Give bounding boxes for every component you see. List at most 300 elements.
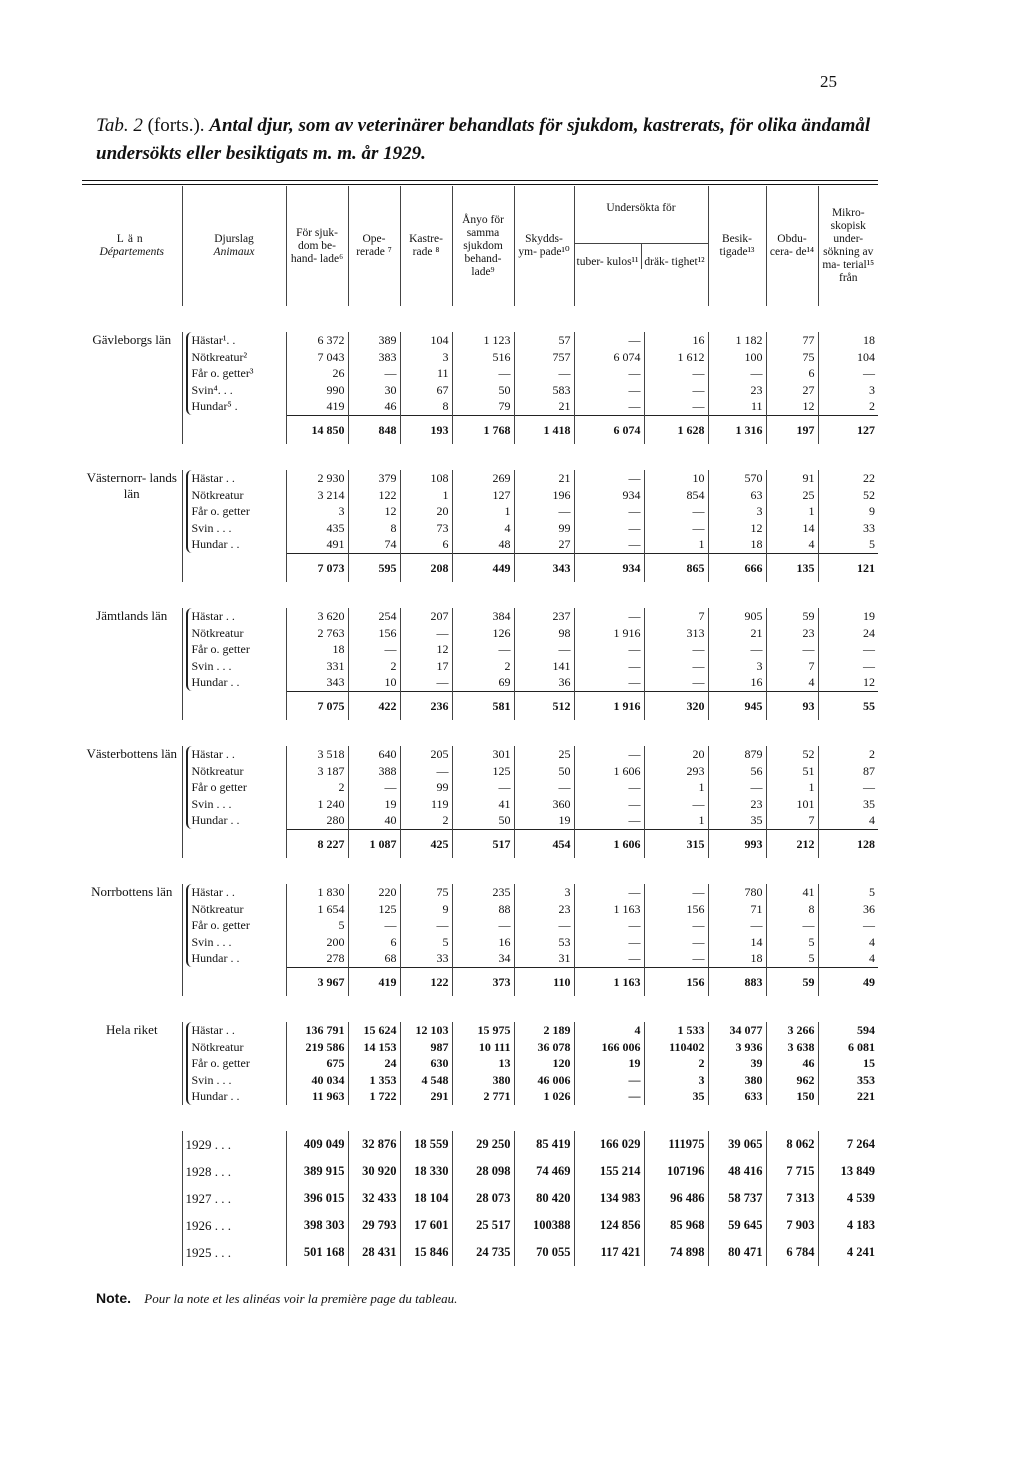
value-cell: 100 xyxy=(744,349,763,364)
value-cell: 6 081 xyxy=(848,1039,875,1054)
value-cell: 990 xyxy=(326,382,345,397)
header-lan-label: Län xyxy=(116,233,147,245)
spacer-row xyxy=(82,720,878,746)
animal-brace xyxy=(186,608,283,691)
year-row xyxy=(82,1185,878,1212)
value-cell: 200 xyxy=(326,934,345,949)
animal-label: Får o. getter³ xyxy=(191,366,254,380)
value-column xyxy=(766,884,818,967)
value-cell: — xyxy=(692,934,705,949)
value-cell: — xyxy=(692,520,705,535)
value-cell: — xyxy=(436,763,449,778)
value-cell: 33 xyxy=(436,951,449,965)
table-body xyxy=(82,306,878,1266)
value-column xyxy=(818,470,878,553)
value-cell: 4 xyxy=(869,813,875,827)
total-cell: 865 xyxy=(644,553,708,582)
value-column xyxy=(766,1022,818,1105)
value-cell: — xyxy=(692,675,705,689)
value-cell: — xyxy=(628,642,641,656)
value-cell: — xyxy=(628,918,641,932)
value-cell: 343 xyxy=(326,675,345,689)
total-cell: 517 xyxy=(452,829,514,858)
value-cell: 35 xyxy=(692,1089,705,1103)
total-cell: 208 xyxy=(400,553,452,582)
value-column xyxy=(452,884,514,967)
value-cell: 269 xyxy=(492,471,511,485)
value-cell: 150 xyxy=(796,1089,815,1103)
value-cell: 3 214 xyxy=(317,487,345,502)
year-value: 29 793 xyxy=(348,1212,400,1239)
animal-list xyxy=(182,332,286,415)
value-cell: 75 xyxy=(802,349,815,364)
value-cell: 3 xyxy=(442,349,449,364)
value-column xyxy=(574,332,644,415)
spacer-cell xyxy=(82,1105,878,1131)
animal-label: Nötkreatur xyxy=(191,625,244,640)
header-lan-fr: Départements xyxy=(99,246,164,258)
value-column xyxy=(708,746,766,829)
value-cell: 1 612 xyxy=(677,349,705,364)
total-cell: 128 xyxy=(818,829,878,858)
value-cell: 905 xyxy=(744,609,763,623)
value-cell: 3 xyxy=(564,885,571,899)
value-cell: — xyxy=(628,796,641,811)
value-column xyxy=(644,1022,708,1105)
total-cell: 1 163 xyxy=(574,967,644,996)
header-mikroskopisk: Mikro- skopisk under- sökning av ma- terial¹⁵ från xyxy=(818,186,878,306)
year-spacer xyxy=(82,1158,182,1185)
value-cell: 11 963 xyxy=(312,1089,345,1103)
total-spacer xyxy=(182,691,286,720)
year-spacer xyxy=(82,1185,182,1212)
value-cell: 52 xyxy=(863,487,875,502)
value-cell: 46 006 xyxy=(537,1072,571,1087)
value-cell: 7 043 xyxy=(317,349,345,364)
total-row xyxy=(82,415,878,444)
value-cell: 1 606 xyxy=(613,763,641,778)
year-value: 25 517 xyxy=(452,1212,514,1239)
animal-brace xyxy=(186,1022,283,1105)
animal-label: Hästar¹. . xyxy=(191,333,236,347)
value-cell: 2 930 xyxy=(317,471,345,485)
value-column xyxy=(574,746,644,829)
year-value: 111975 xyxy=(644,1131,708,1158)
year-value: 4 241 xyxy=(818,1239,878,1266)
header-sjukdom: För sjuk- dom be- hand- lade⁶ xyxy=(286,186,348,306)
value-cell: 1 xyxy=(442,487,449,502)
value-cell: 20 xyxy=(692,747,705,761)
year-value: 4 539 xyxy=(818,1185,878,1212)
value-cell: 75 xyxy=(436,885,449,899)
value-cell: — xyxy=(628,609,641,623)
value-cell: 196 xyxy=(552,487,571,502)
value-cell: 221 xyxy=(857,1089,875,1103)
value-column xyxy=(400,608,452,691)
value-cell: 13 xyxy=(498,1056,511,1070)
value-cell: 10 xyxy=(384,675,397,689)
value-cell: 98 xyxy=(558,625,571,640)
total-row xyxy=(82,691,878,720)
total-spacer xyxy=(82,553,182,582)
year-value: 124 856 xyxy=(574,1212,644,1239)
animal-label: Hästar . . xyxy=(191,471,235,485)
value-cell: 207 xyxy=(430,609,449,623)
value-cell: 41 xyxy=(498,796,511,811)
value-cell: 220 xyxy=(378,885,397,899)
spacer-cell xyxy=(82,720,878,746)
note-label: Note. xyxy=(96,1290,131,1306)
value-cell: 4 xyxy=(808,537,815,551)
header-djurslag-label: Djurslag xyxy=(214,233,254,245)
total-cell: 454 xyxy=(514,829,574,858)
value-cell: 11 xyxy=(750,399,763,413)
value-cell: 583 xyxy=(552,382,571,397)
year-value: 8 062 xyxy=(766,1131,818,1158)
value-cell: 3 638 xyxy=(787,1039,815,1054)
value-cell: 10 xyxy=(692,471,705,485)
year-value: 100388 xyxy=(514,1212,574,1239)
value-cell: 4 xyxy=(869,934,875,949)
total-cell: 993 xyxy=(708,829,766,858)
value-cell: 16 xyxy=(750,675,763,689)
value-cell: 293 xyxy=(686,763,705,778)
total-cell: 59 xyxy=(766,967,818,996)
value-cell: 4 xyxy=(634,1023,641,1037)
value-cell: 1 xyxy=(808,504,815,518)
year-value: 32 433 xyxy=(348,1185,400,1212)
value-cell: 57 xyxy=(558,333,571,347)
value-cell: 69 xyxy=(498,675,511,689)
total-cell: 512 xyxy=(514,691,574,720)
value-column xyxy=(400,746,452,829)
value-cell: 77 xyxy=(802,333,815,347)
value-column xyxy=(452,332,514,415)
value-cell: 6 074 xyxy=(613,349,641,364)
animal-label: Hundar . . xyxy=(191,951,240,965)
total-cell: 236 xyxy=(400,691,452,720)
value-cell: 16 xyxy=(498,934,511,949)
value-cell: 331 xyxy=(326,658,345,673)
value-cell: 780 xyxy=(744,885,763,899)
animal-label: Nötkreatur xyxy=(191,1039,244,1054)
value-cell: 25 xyxy=(558,747,571,761)
table-caption: Antal djur, som av veterinärer behandlats för sjukdom, kastrerats, för olika ändamål undersökts eller besiktigats m. m. år 1929. xyxy=(96,115,871,164)
value-cell: 3 xyxy=(756,658,763,673)
total-cell: 419 xyxy=(348,967,400,996)
value-cell: 987 xyxy=(430,1039,449,1054)
table-title xyxy=(96,112,896,168)
value-cell: 1 xyxy=(504,504,511,518)
total-spacer xyxy=(82,967,182,996)
value-cell: 2 xyxy=(390,658,397,673)
value-cell: 35 xyxy=(750,813,763,827)
value-cell: 12 xyxy=(384,504,397,518)
value-cell: — xyxy=(628,934,641,949)
value-cell: 3 xyxy=(698,1072,705,1087)
value-cell: 122 xyxy=(378,487,397,502)
statistics-table xyxy=(82,186,878,1266)
value-cell: 237 xyxy=(552,609,571,623)
spacer-row xyxy=(82,996,878,1022)
year-value: 32 876 xyxy=(348,1131,400,1158)
region-name: Gävleborgs län xyxy=(92,332,172,347)
value-cell: 2 xyxy=(338,780,345,794)
animal-label: Hundar . . xyxy=(191,537,240,551)
header-anyo: Ånyo för samma sjukdom behand- lade⁹ xyxy=(452,186,514,306)
year-value: 15 846 xyxy=(400,1239,452,1266)
year-value: 18 104 xyxy=(400,1185,452,1212)
value-cell: 19 xyxy=(384,796,397,811)
value-cell: 24 xyxy=(384,1056,397,1070)
value-cell: 20 xyxy=(436,504,449,518)
value-column xyxy=(708,470,766,553)
value-cell: 360 xyxy=(552,796,571,811)
region-row xyxy=(82,608,878,691)
value-cell: 15 xyxy=(863,1056,875,1070)
total-cell: 8 227 xyxy=(286,829,348,858)
year-value: 29 250 xyxy=(452,1131,514,1158)
year-row xyxy=(82,1239,878,1266)
total-cell: 595 xyxy=(348,553,400,582)
value-cell: — xyxy=(628,537,641,551)
value-cell: 141 xyxy=(552,658,571,673)
total-cell: 373 xyxy=(452,967,514,996)
value-cell: 8 xyxy=(808,901,815,916)
value-column xyxy=(400,884,452,967)
value-cell: 570 xyxy=(744,471,763,485)
region-name: Jämtlands län xyxy=(96,608,168,623)
value-cell: 36 078 xyxy=(537,1039,571,1054)
value-cell: 757 xyxy=(552,349,571,364)
animal-label: Hundar . . xyxy=(191,813,240,827)
value-cell: 110402 xyxy=(669,1039,705,1054)
value-cell: — xyxy=(628,1072,641,1087)
value-cell: — xyxy=(692,658,705,673)
value-cell: — xyxy=(750,780,763,794)
value-cell: 11 xyxy=(436,366,449,380)
total-cell: 848 xyxy=(348,415,400,444)
year-label: 1929 . . . xyxy=(182,1131,286,1158)
value-cell: 383 xyxy=(378,349,397,364)
value-column xyxy=(574,470,644,553)
animal-label: Svin . . . xyxy=(191,1072,232,1087)
value-cell: — xyxy=(692,366,705,380)
value-cell: 516 xyxy=(492,349,511,364)
total-spacer xyxy=(82,829,182,858)
header-lan xyxy=(82,186,182,306)
header-skyddsympade: Skydds- ym- pade¹⁰ xyxy=(514,186,574,306)
value-cell: 1 916 xyxy=(613,625,641,640)
value-cell: — xyxy=(628,1089,641,1103)
animal-label: Hästar . . xyxy=(191,1023,235,1037)
value-cell: 24 xyxy=(863,625,875,640)
value-cell: 1 722 xyxy=(369,1089,397,1103)
value-column xyxy=(644,884,708,967)
value-cell: 1 123 xyxy=(483,333,511,347)
total-cell: 135 xyxy=(766,553,818,582)
year-value: 155 214 xyxy=(574,1158,644,1185)
value-cell: — xyxy=(692,504,705,518)
total-cell: 1 087 xyxy=(348,829,400,858)
total-cell: 320 xyxy=(644,691,708,720)
value-cell: 23 xyxy=(750,796,763,811)
value-cell: 2 189 xyxy=(543,1023,571,1037)
header-kastrerade: Kastre- rade ⁸ xyxy=(400,186,452,306)
value-cell: 156 xyxy=(378,625,397,640)
value-cell: 8 xyxy=(390,520,397,535)
value-column xyxy=(818,608,878,691)
value-cell: 14 153 xyxy=(363,1039,397,1054)
value-cell: 30 xyxy=(384,382,397,397)
total-cell: 934 xyxy=(574,553,644,582)
value-cell: — xyxy=(750,366,763,380)
value-cell: 2 xyxy=(869,399,875,413)
value-cell: 12 xyxy=(436,642,449,656)
year-value: 134 983 xyxy=(574,1185,644,1212)
value-cell: 34 077 xyxy=(729,1023,763,1037)
value-cell: 41 xyxy=(802,885,815,899)
total-spacer xyxy=(182,967,286,996)
value-cell: 36 xyxy=(558,675,571,689)
value-cell: 5 xyxy=(338,918,345,932)
value-column xyxy=(514,884,574,967)
value-cell: 15 975 xyxy=(477,1023,511,1037)
spacer-row xyxy=(82,858,878,884)
total-row xyxy=(82,553,878,582)
header-tuberkulos: tuber- kulos¹¹ xyxy=(576,256,639,268)
header-undersokta-label: Undersökta för xyxy=(575,186,708,244)
value-cell: 46 xyxy=(384,399,397,413)
value-cell: 388 xyxy=(378,763,397,778)
spacer-row xyxy=(82,582,878,608)
year-value: 409 049 xyxy=(286,1131,348,1158)
value-cell: 50 xyxy=(498,813,511,827)
value-column xyxy=(766,332,818,415)
value-cell: 879 xyxy=(744,747,763,761)
total-cell: 1 316 xyxy=(708,415,766,444)
value-cell: 291 xyxy=(430,1089,449,1103)
year-spacer xyxy=(82,1212,182,1239)
value-column xyxy=(400,332,452,415)
value-cell: 5 xyxy=(869,885,875,899)
animal-label: Svin . . . xyxy=(191,796,232,811)
animal-label: Nötkreatur xyxy=(191,763,244,778)
value-cell: 5 xyxy=(869,537,875,551)
total-cell: 1 916 xyxy=(574,691,644,720)
year-value: 7 903 xyxy=(766,1212,818,1239)
value-cell: 21 xyxy=(558,471,571,485)
value-cell: 12 103 xyxy=(415,1023,449,1037)
year-value: 166 029 xyxy=(574,1131,644,1158)
value-cell: 3 936 xyxy=(735,1039,763,1054)
total-cell: 945 xyxy=(708,691,766,720)
value-cell: — xyxy=(692,399,705,413)
region-row xyxy=(82,332,878,415)
region-row xyxy=(82,746,878,829)
value-cell: 52 xyxy=(802,747,815,761)
value-cell: 56 xyxy=(750,763,763,778)
value-column xyxy=(452,746,514,829)
value-cell: — xyxy=(498,780,511,794)
animal-label: Nötkreatur² xyxy=(191,349,248,364)
value-cell: 491 xyxy=(326,537,345,551)
value-cell: 278 xyxy=(326,951,345,965)
value-column xyxy=(766,608,818,691)
value-cell: 301 xyxy=(492,747,511,761)
spacer-cell xyxy=(82,444,878,470)
value-cell: 2 xyxy=(698,1056,705,1070)
year-value: 80 420 xyxy=(514,1185,574,1212)
value-cell: — xyxy=(692,382,705,397)
total-cell: 425 xyxy=(400,829,452,858)
value-cell: 22 xyxy=(863,471,875,485)
value-cell: 280 xyxy=(326,813,345,827)
header-djurslag-fr: Animaux xyxy=(213,246,255,258)
value-cell: 74 xyxy=(384,537,397,551)
top-rule-2 xyxy=(82,184,878,185)
total-cell: 1 418 xyxy=(514,415,574,444)
year-value: 17 601 xyxy=(400,1212,452,1239)
value-column xyxy=(348,332,400,415)
year-label: 1925 . . . xyxy=(182,1239,286,1266)
value-cell: 50 xyxy=(498,382,511,397)
total-cell: 93 xyxy=(766,691,818,720)
value-cell: 67 xyxy=(436,382,449,397)
value-cell: 4 xyxy=(869,951,875,965)
animal-list xyxy=(182,884,286,967)
animal-label: Svin . . . xyxy=(191,658,232,673)
value-column xyxy=(348,884,400,967)
value-column xyxy=(818,332,878,415)
value-cell: 1 240 xyxy=(317,796,345,811)
animal-list xyxy=(182,470,286,553)
value-cell: — xyxy=(628,520,641,535)
spacer-cell xyxy=(82,582,878,608)
region-row xyxy=(82,884,878,967)
value-column xyxy=(766,746,818,829)
year-value: 28 098 xyxy=(452,1158,514,1185)
value-cell: 63 xyxy=(750,487,763,502)
value-cell: 3 xyxy=(756,504,763,518)
value-column xyxy=(286,608,348,691)
value-cell: 40 034 xyxy=(311,1072,345,1087)
value-cell: 21 xyxy=(750,625,763,640)
value-cell: 125 xyxy=(378,901,397,916)
value-cell: 14 xyxy=(802,520,815,535)
value-column xyxy=(348,470,400,553)
value-cell: 675 xyxy=(326,1056,345,1070)
value-cell: — xyxy=(384,642,397,656)
value-cell: 5 xyxy=(808,934,815,949)
table-number: Tab. 2 xyxy=(96,115,143,136)
value-cell: 4 548 xyxy=(421,1072,449,1087)
header-djurslag xyxy=(182,186,286,306)
value-cell: 2 771 xyxy=(483,1089,511,1103)
year-row xyxy=(82,1131,878,1158)
value-cell: 205 xyxy=(430,747,449,761)
total-spacer xyxy=(82,691,182,720)
value-cell: 435 xyxy=(326,520,345,535)
year-value: 39 065 xyxy=(708,1131,766,1158)
year-value: 13 849 xyxy=(818,1158,878,1185)
value-cell: 104 xyxy=(430,333,449,347)
year-value: 117 421 xyxy=(574,1239,644,1266)
value-cell: 8 xyxy=(442,399,449,413)
value-cell: — xyxy=(628,471,641,485)
value-cell: — xyxy=(628,813,641,827)
total-cell: 127 xyxy=(818,415,878,444)
